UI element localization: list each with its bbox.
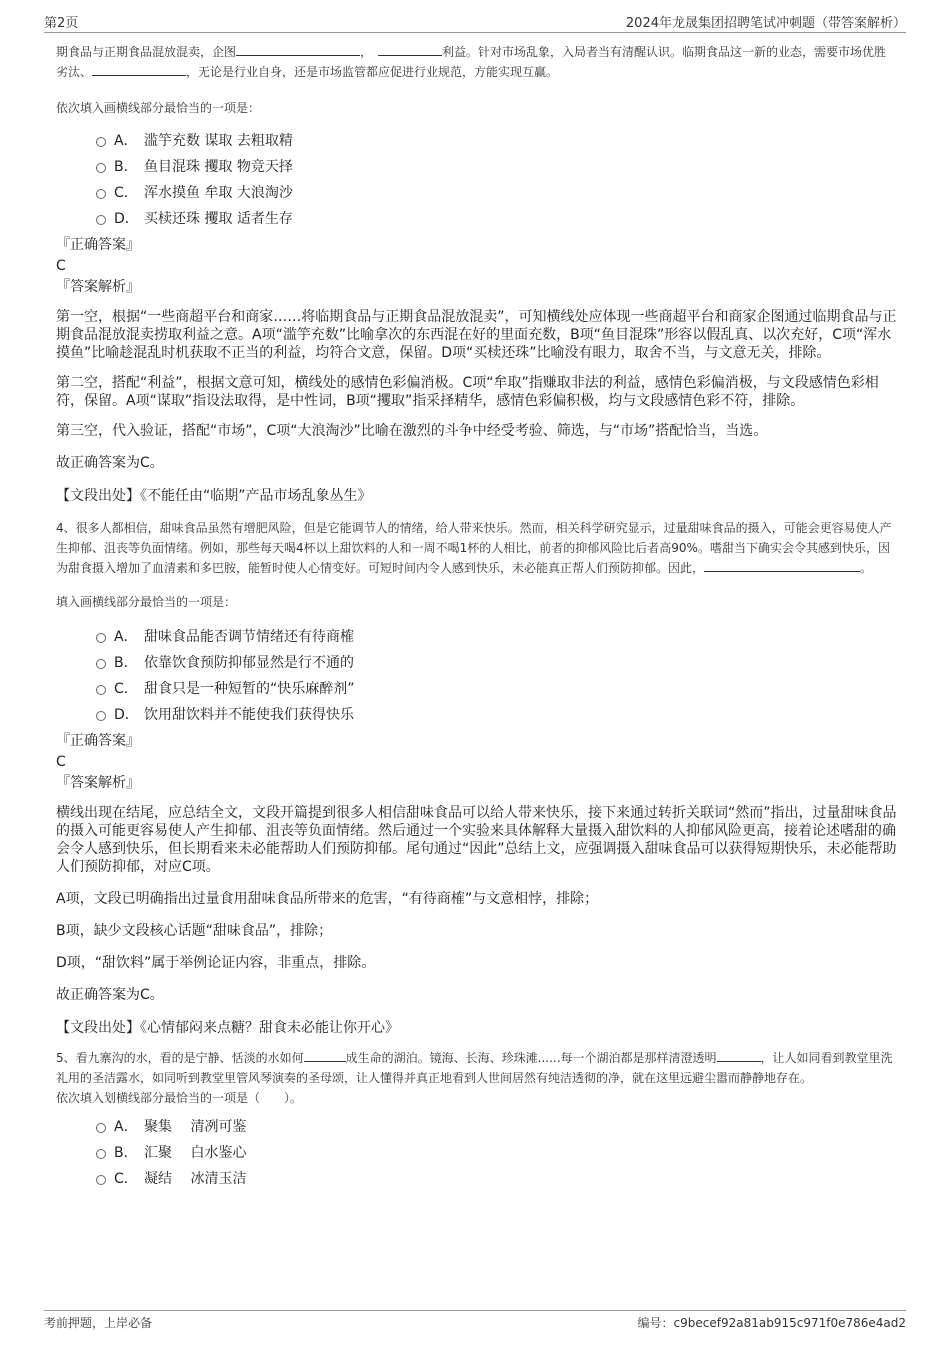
q4-analysis-p4: D项，“甜饮料”属于举例论证内容，非重点，排除。 [56, 955, 376, 971]
q3-text-part3: ，无论是行业自身，还是市场监管都应促进行业规范，方能实现互赢。 [186, 65, 559, 79]
document-code: 编号：c9becef92a81ab915c971f0e786e4ad2 [637, 1316, 906, 1330]
option-text: 甜味食品能否调节情绪还有待商榷 [144, 629, 354, 645]
radio-icon[interactable] [96, 163, 106, 173]
q3-prompt: 依次填入画横线部分最恰当的一项是： [56, 101, 261, 115]
option-text: 饮用甜饮料并不能使我们获得快乐 [144, 707, 354, 723]
q4-answer: C [56, 754, 66, 770]
q4-option-a[interactable] [56, 624, 898, 650]
option-letter: A． [114, 1119, 138, 1135]
radio-icon[interactable] [96, 685, 106, 695]
q5-blank-2 [717, 1048, 761, 1062]
q3-options [56, 128, 898, 232]
option-letter: B． [114, 1145, 138, 1161]
q3-sep1: ， [360, 45, 373, 59]
q5-text-2: 成生命的湖泊。镜海、长海、珍珠滩......每一个湖泊都是那样清澄透明 [345, 1051, 717, 1065]
q4-option-d[interactable] [56, 702, 898, 728]
radio-icon[interactable] [96, 215, 106, 225]
option-letter: C． [114, 185, 138, 201]
q3-blank-3 [92, 62, 186, 76]
radio-icon[interactable] [96, 659, 106, 669]
option-letter: A． [114, 629, 138, 645]
q5-option-c[interactable] [56, 1166, 898, 1192]
q3-option-c[interactable] [56, 180, 898, 206]
option-text: 甜食只是一种短暂的“快乐麻醉剂” [144, 681, 355, 697]
q3-analysis-p2: 第二空，搭配“利益”，根据文意可知，横线处的感情色彩偏消极。C项“牟取”指赚取非法的利益，感情色彩偏消极，与文段感情色彩相符，保留。A项“谋取”指设法取得，是中性词，B项“攫取”指采择精华，感情色彩偏积极，均与文段感情色彩不符，排除。 [56, 375, 879, 409]
q4-option-c[interactable] [56, 676, 898, 702]
option-text: 依靠饮食预防抑郁显然是行不通的 [144, 655, 354, 671]
q4-analysis-p3: B项，缺少文段核心话题“甜味食品”，排除； [56, 923, 333, 939]
document-title: 2024年龙晟集团招聘笔试冲刺题（带答案解析） [625, 16, 906, 31]
q4-option-b[interactable] [56, 650, 898, 676]
q4-analysis-p2: A项，文段已明确指出过量食用甜味食品所带来的危害，“有待商榷”与文意相悖，排除； [56, 891, 599, 907]
q3-source: 【文段出处】《不能任由“临期”产品市场乱象丛生》 [56, 488, 372, 504]
option-letter: C． [114, 1171, 138, 1187]
option-text: 凝结 冰清玉洁 [144, 1171, 247, 1187]
q3-text-part2: 利益。针对市场乱象，入局者当有清醒认识。临期食品这一新的业态，需要市场优胜劣汰、 [56, 45, 887, 79]
option-letter: B． [114, 159, 138, 175]
option-text: 浑水摸鱼 牟取 大浪淘沙 [144, 185, 293, 201]
q4-analysis-label: 『答案解析』 [56, 775, 140, 791]
q3-text-part1: 期食品与正期食品混放混卖，企图 [56, 45, 237, 59]
q5-text-1: 5、看九寨沟的水，看的是宁静、恬淡的水如何 [56, 1051, 304, 1065]
radio-icon[interactable] [96, 1123, 106, 1133]
q3-option-d[interactable] [56, 206, 898, 232]
q4-prompt: 填入画横线部分最恰当的一项是： [56, 595, 237, 609]
q3-analysis-p4: 故正确答案为C。 [56, 455, 164, 471]
q4-text: 4、很多人都相信，甜味食品虽然有增肥风险，但是它能调节人的情绪，给人带来快乐。然而，相关科学研究显示，过量甜味食品的摄入，可能会更容易使人产生抑郁、沮丧等负面情绪。例如，那些每天喝4杯以上甜饮料的人和一周不喝1杯的人相比，前者的抑郁风险比后者高90%。嗜甜当下确实会令其感到快乐，因为甜食摄入增加了血清素和多巴胺，能暂时使人心情变好。可短时间内令人感到快乐，未必能真正帮人们预防抑郁。因此， [56, 521, 892, 575]
q3-analysis-label: 『答案解析』 [56, 279, 140, 295]
q3-analysis-p3: 第三空，代入验证，搭配“市场”，C项“大浪淘沙”比喻在激烈的斗争中经受考验、筛选，与“市场”搭配恰当，当选。 [56, 423, 768, 439]
radio-icon[interactable] [96, 711, 106, 721]
q5-text-3: ，让人如同看到教堂里洗礼用的圣洁露水，如同听到教堂里管风琴演奏的圣母颂，让人懂得并真正地看到人世间居然有纯洁透彻的净，就在这里远避尘嚣而静静地存在。 [56, 1051, 893, 1085]
q5-options [56, 1114, 898, 1192]
q5-prompt: 依次填入划横线部分最恰当的一项是（ ）。 [56, 1091, 303, 1105]
option-letter: D． [114, 211, 139, 227]
question-4-text [56, 518, 898, 578]
q3-option-a[interactable] [56, 128, 898, 154]
option-text: 滥竽充数 谋取 去粗取精 [144, 133, 293, 149]
q3-blank-2 [378, 42, 442, 56]
question-5-text [56, 1048, 898, 1088]
page-header [44, 12, 906, 34]
option-text: 汇聚 白水鉴心 [144, 1145, 247, 1161]
q4-source: 【文段出处】《心情郁闷来点糖？甜食未必能让你开心》 [56, 1020, 399, 1036]
q4-analysis-p5: 故正确答案为C。 [56, 987, 164, 1003]
radio-icon[interactable] [96, 1149, 106, 1159]
document-body [56, 42, 898, 1192]
option-letter: A． [114, 133, 138, 149]
q3-analysis-p1: 第一空，根据“一些商超平台和商家……将临期食品与正期食品混放混卖”，可知横线处应体现一些商超平台和商家企图通过临期食品与正期食品混放混卖捞取利益之意。A项“滥竽充数”比喻拿次的东西混在好的里面充数，B项“鱼目混珠”形容以假乱真、以次充好，C项“浑水摸鱼”比喻趁混乱时机获取不正当的利益，均符合文意，保留。D项“买椟还珠”比喻没有眼力，取舍不当，与文意无关，排除。 [56, 309, 897, 361]
q4-analysis-p1: 横线出现在结尾，应总结全文，文段开篇提到很多人相信甜味食品可以给人带来快乐，接下来通过转折关联词“然而”指出，过量甜味食品的摄入可能更容易使人产生抑郁、沮丧等负面情绪。然后通过一个实验来具体解释大量摄入甜饮料的人抑郁风险更高，接着论述嗜甜的确会令人感到快乐，但长期看来未必能帮助人们预防抑郁。尾句通过“因此”总结上文，应强调摄入甜味食品可以获得短期快乐，未必能帮助人们预防抑郁，对应C项。 [56, 805, 897, 875]
option-letter: C． [114, 681, 138, 697]
option-letter: B． [114, 655, 138, 671]
q4-answer-label: 『正确答案』 [56, 733, 140, 749]
radio-icon[interactable] [96, 189, 106, 199]
q4-text-end: 。 [860, 561, 873, 575]
radio-icon[interactable] [96, 633, 106, 643]
q4-options [56, 624, 898, 728]
q4-blank [704, 558, 860, 572]
header-divider [44, 32, 906, 33]
option-text: 聚集 清冽可鉴 [144, 1119, 247, 1135]
option-letter: D． [114, 707, 139, 723]
radio-icon[interactable] [96, 137, 106, 147]
q5-blank-1 [304, 1048, 346, 1062]
footer-slogan: 考前押题，上岸必备 [44, 1316, 153, 1330]
footer-divider [44, 1310, 906, 1311]
q3-blank-1 [236, 42, 360, 56]
page-number: 第2页 [44, 16, 79, 31]
q5-option-b[interactable] [56, 1140, 898, 1166]
option-text: 鱼目混珠 攫取 物竞天择 [144, 159, 293, 175]
q3-answer: C [56, 258, 66, 274]
q3-option-b[interactable] [56, 154, 898, 180]
option-text: 买椟还珠 攫取 适者生存 [144, 211, 293, 227]
radio-icon[interactable] [96, 1175, 106, 1185]
q3-answer-label: 『正确答案』 [56, 237, 140, 253]
q5-option-a[interactable] [56, 1114, 898, 1140]
question-3-text [56, 42, 898, 82]
